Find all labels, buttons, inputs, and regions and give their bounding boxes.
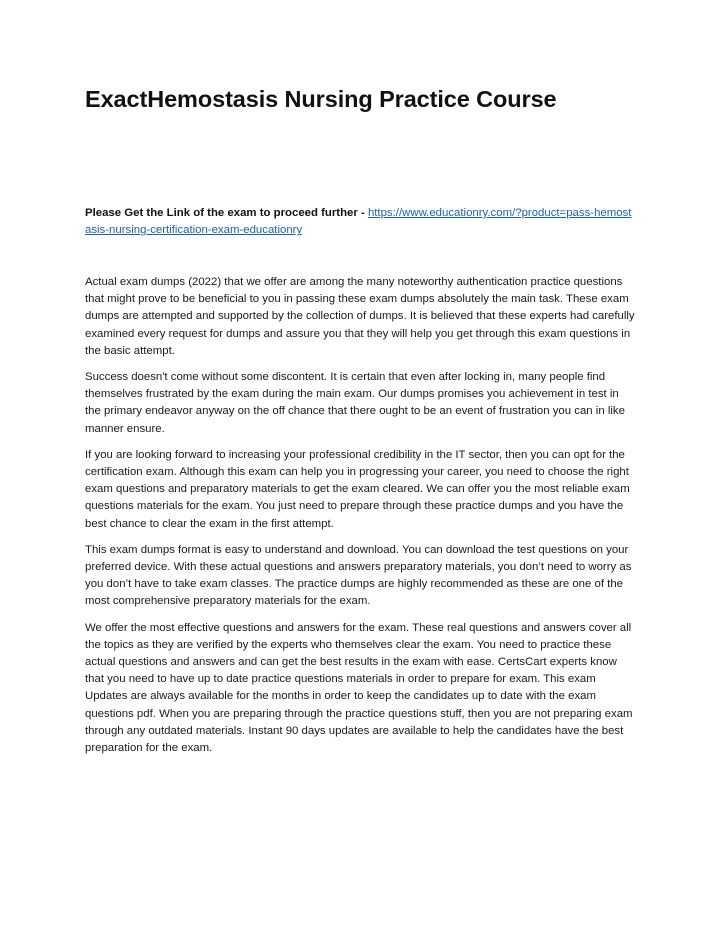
paragraph: Actual exam dumps (2022) that we offer are among the many noteworthy authentication practice questions that might prove to be beneficial to you in passing these exam dumps absolutely the main task. These exam dumps are attempted and supported by the collection of dumps. It is believed that these experts had carefully examined every request for dumps and assure you that they will help you get through this exam questions in the basic attempt.	[85, 276, 635, 357]
paragraph: If you are looking forward to increasing your professional credibility in the IT sector, then you can opt for the certification exam. Although this exam can help you in progressing your career, you need to choose the right exam questions and preparatory materials to get the exam cleared. We can offer you the most reliable exam questions materials for the exam. You just need to prepare through these practice dumps and you have the best chance to clear the exam in the first attempt.	[85, 448, 630, 530]
exam-link-paragraph	[85, 205, 637, 239]
exam-link[interactable]: https://www.educationry.com/?product=pass-hemostasis-nursing-certification-exam-educationry	[85, 207, 632, 236]
link-intro-text: Please Get the Link of the exam to proceed further -	[85, 207, 368, 219]
paragraph: This exam dumps format is easy to understand and download. You can download the test questions on your preferred device. With these actual questions and answers preparatory materials, you don’t need to worry as you don’t have to take exam classes. The practice dumps are highly recommended as these are one of the most comprehensive preparatory materials for the exam.	[85, 543, 632, 608]
document-title: ExactHemostasis Nursing Practice Course	[85, 86, 557, 112]
paragraph: Success doesn't come without some discontent. It is certain that even after locking in, many people find themselves frustrated by the exam during the main exam. Our dumps promises you achievement in test in the primary endeavor anyway on the off chance that there ought to be an event of frustration you can in like manner ensure.	[85, 371, 625, 435]
paragraph: We offer the most effective questions and answers for the exam. These real questions and answers cover all the topics as they are verified by the experts who themselves clear the exam. You need to practice these actual questions and answers and can get the best results in the exam with ease. CertsCart experts know that you need to have up to date practice questions materials in order to prepare for exam. This exam Updates are always available for the months in order to keep the candidates up to date with the exam questions pdf. When you are preparing through the practice questions stuff, then you are not preparing exam through any outdated materials. Instant 90 days updates are available to help the candidates have the best preparation for the exam.	[85, 621, 633, 755]
body-text	[85, 274, 637, 766]
